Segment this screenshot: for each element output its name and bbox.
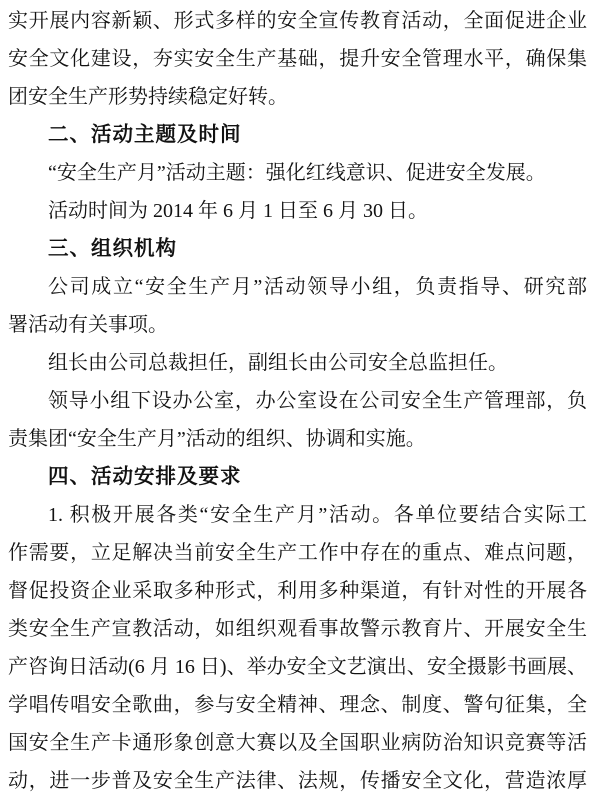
text-line: 责集团“安全生产月”活动的组织、协调和实施。	[8, 428, 426, 450]
section-heading: 四、活动安排及要求	[48, 465, 242, 488]
text-line: 组长由公司总裁担任，副组长由公司安全总监担任。	[48, 352, 508, 374]
text-line: “安全生产月”活动主题：强化红线意识、促进安全发展。	[48, 162, 546, 184]
text-line: 活动时间为 2014 年 6 月 1 日至 6 月 30 日。	[48, 200, 428, 222]
text-line: 1. 积极开展各类“安全生产月”活动。各单位要结合实际工	[48, 504, 587, 526]
text-line: 领导小组下设办公室，办公室设在公司安全生产管理部，负	[48, 390, 587, 412]
text-line: 公司成立“安全生产月”活动领导小组，负责指导、研究部	[48, 276, 587, 298]
text-line: 学唱传唱安全歌曲，参与安全精神、理念、制度、警句征集，全	[8, 694, 587, 716]
section-heading: 二、活动主题及时间	[48, 123, 242, 146]
text-line: 实开展内容新颖、形式多样的安全宣传教育活动，全面促进企业	[8, 10, 587, 32]
text-line: 动，进一步普及安全生产法律、法规，传播安全文化，营造浓厚	[8, 770, 587, 792]
text-line: 类安全生产宣教活动，如组织观看事故警示教育片、开展安全生	[8, 618, 587, 640]
text-line: 国安全生产卡通形象创意大赛以及全国职业病防治知识竞赛等活	[8, 732, 587, 754]
text-line: 团安全生产形势持续稳定好转。	[8, 86, 288, 108]
text-line: 督促投资企业采取多种形式，利用多种渠道，有针对性的开展各	[8, 580, 587, 602]
text-line: 作需要，立足解决当前安全生产工作中存在的重点、难点问题，	[8, 542, 587, 564]
text-line: 安全文化建设，夯实安全生产基础，提升安全管理水平，确保集	[8, 48, 587, 70]
section-heading: 三、组织机构	[48, 237, 177, 260]
text-line: 产咨询日活动(6 月 16 日)、举办安全文艺演出、安全摄影书画展、	[8, 656, 587, 678]
text-line: 署活动有关事项。	[8, 314, 168, 336]
